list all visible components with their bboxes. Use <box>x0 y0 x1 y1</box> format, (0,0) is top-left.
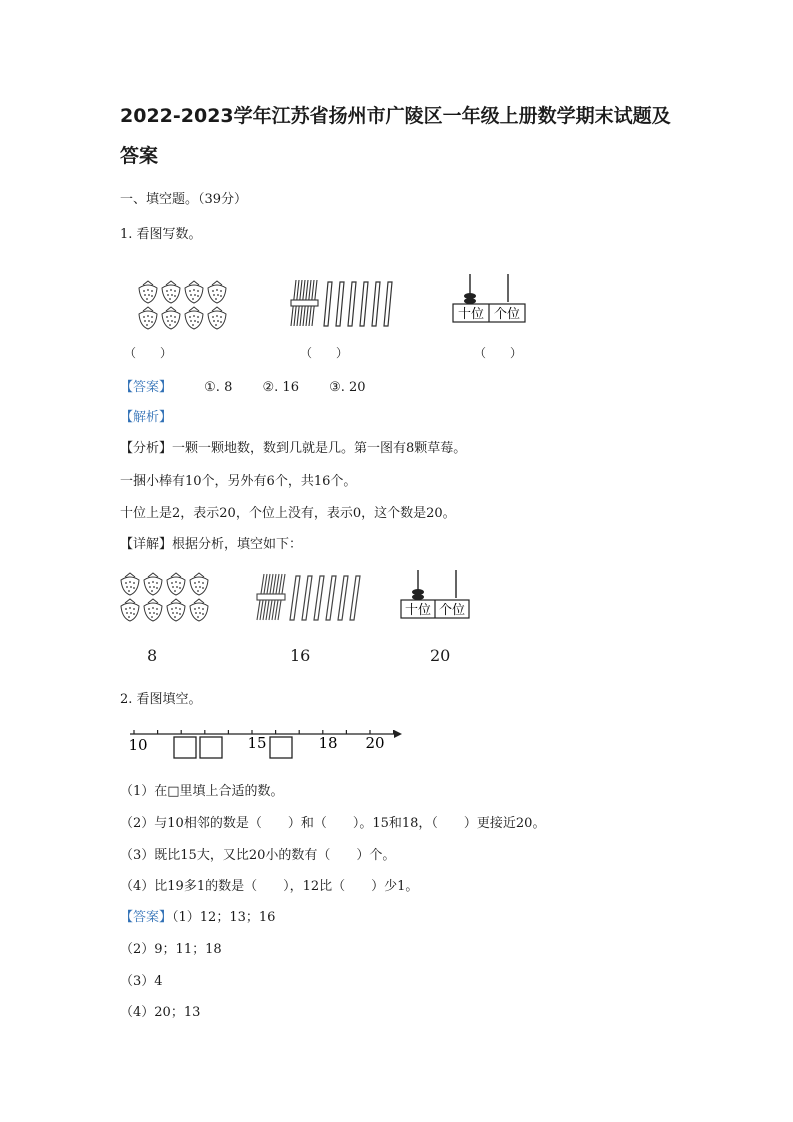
answer-blank: （ ） <box>474 346 523 360</box>
tens-label: 十位 <box>457 307 485 322</box>
strawberry-icon <box>162 307 180 329</box>
strawberry-icon <box>190 599 208 621</box>
analysis-line: 一捆小棒有10个，另外有6个，共16个。 <box>120 474 357 489</box>
blank-box <box>200 737 222 758</box>
answer-blank: （ ） <box>300 346 349 360</box>
axis-label: 10 <box>128 736 148 754</box>
single-sticks-icon <box>290 576 360 620</box>
axis-label: 20 <box>365 734 385 752</box>
q2-answer-2: （2）9；11；18 <box>120 942 222 957</box>
strawberry-group <box>139 281 226 329</box>
q2-sub-4: （4）比19多1的数是（ ），12比（ ）少1。 <box>120 879 419 894</box>
strawberry-icon <box>162 281 180 303</box>
abacus-bead <box>412 594 424 600</box>
q1-answer-2: ②. 16 <box>262 380 299 395</box>
strawberry-icon <box>167 573 185 595</box>
strawberry-icon <box>208 281 226 303</box>
strawberries-figure-detail <box>118 570 218 624</box>
strawberries-figure <box>136 278 236 332</box>
q2-answer-4: （4）20；13 <box>120 1005 201 1020</box>
stick-bundle-icon <box>291 280 318 326</box>
axis-label: 15 <box>247 734 267 752</box>
analysis-line: 【分析】一颗一颗地数，数到几就是几。第一图有8颗草莓。 <box>120 441 467 456</box>
strawberry-icon <box>190 573 208 595</box>
sticks-figure <box>288 276 398 332</box>
q2-sub-1: （1）在□里填上合适的数。 <box>120 784 284 799</box>
detail-value: 8 <box>147 646 158 665</box>
answer-blank: （ ） <box>124 346 173 360</box>
blank-box <box>174 737 196 758</box>
q1-answer-1: ①. 8 <box>204 380 233 395</box>
answer-tag: 【答案】 <box>120 910 173 925</box>
detail-value: 16 <box>290 646 311 665</box>
q2-sub-3: （3）既比15大，又比20小的数有（ ）个。 <box>120 848 396 863</box>
strawberry-icon <box>208 307 226 329</box>
strawberry-icon <box>139 307 157 329</box>
strawberry-icon <box>139 281 157 303</box>
analysis-line: 十位上是2，表示20，个位上没有，表示0，这个数是20。 <box>120 506 456 521</box>
stick-bundle-icon <box>257 574 285 620</box>
tens-label: 十位 <box>404 603 432 618</box>
arrow-head-icon <box>394 730 402 738</box>
abacus-bead <box>464 298 476 304</box>
ones-label: 个位 <box>493 307 521 322</box>
strawberry-group <box>121 573 208 621</box>
blank-box <box>270 737 292 758</box>
q2-prompt: 2. 看图填空。 <box>120 692 202 707</box>
detail-value: 20 <box>430 646 451 665</box>
q2-sub-2: （2）与10相邻的数是（ ）和（ ）。15和18，（ ）更接近20。 <box>120 816 546 831</box>
page-title: 2022-2023学年江苏省扬州市广陵区一年级上册数学期末试题及答案 <box>120 105 671 167</box>
section-heading: 一、填空题。（39分） <box>120 192 248 207</box>
sticks-figure-detail <box>254 570 364 626</box>
abacus-figure-detail <box>400 566 480 622</box>
strawberry-icon <box>121 573 139 595</box>
q1-prompt: 1. 看图写数。 <box>120 227 202 242</box>
strawberry-icon <box>167 599 185 621</box>
q2-answer-3: （3）4 <box>120 974 163 989</box>
axis-label: 18 <box>318 734 338 752</box>
q2-answer-row <box>120 906 275 925</box>
ones-label: 个位 <box>438 603 466 618</box>
abacus-figure <box>452 270 532 326</box>
strawberry-icon <box>144 573 162 595</box>
analysis-tag: 【解析】 <box>120 410 173 425</box>
q1-answer-3: ③. 20 <box>329 380 366 395</box>
q2-answer-1: （1）12；13；16 <box>172 910 276 925</box>
strawberry-icon <box>185 307 203 329</box>
answer-tag: 【答案】 <box>120 380 173 395</box>
q1-answer-row <box>120 376 366 395</box>
strawberry-icon <box>144 599 162 621</box>
single-sticks-icon <box>324 282 392 326</box>
analysis-line: 【详解】根据分析，填空如下： <box>120 537 303 552</box>
strawberry-icon <box>121 599 139 621</box>
strawberry-icon <box>185 281 203 303</box>
number-line-figure <box>124 722 404 762</box>
